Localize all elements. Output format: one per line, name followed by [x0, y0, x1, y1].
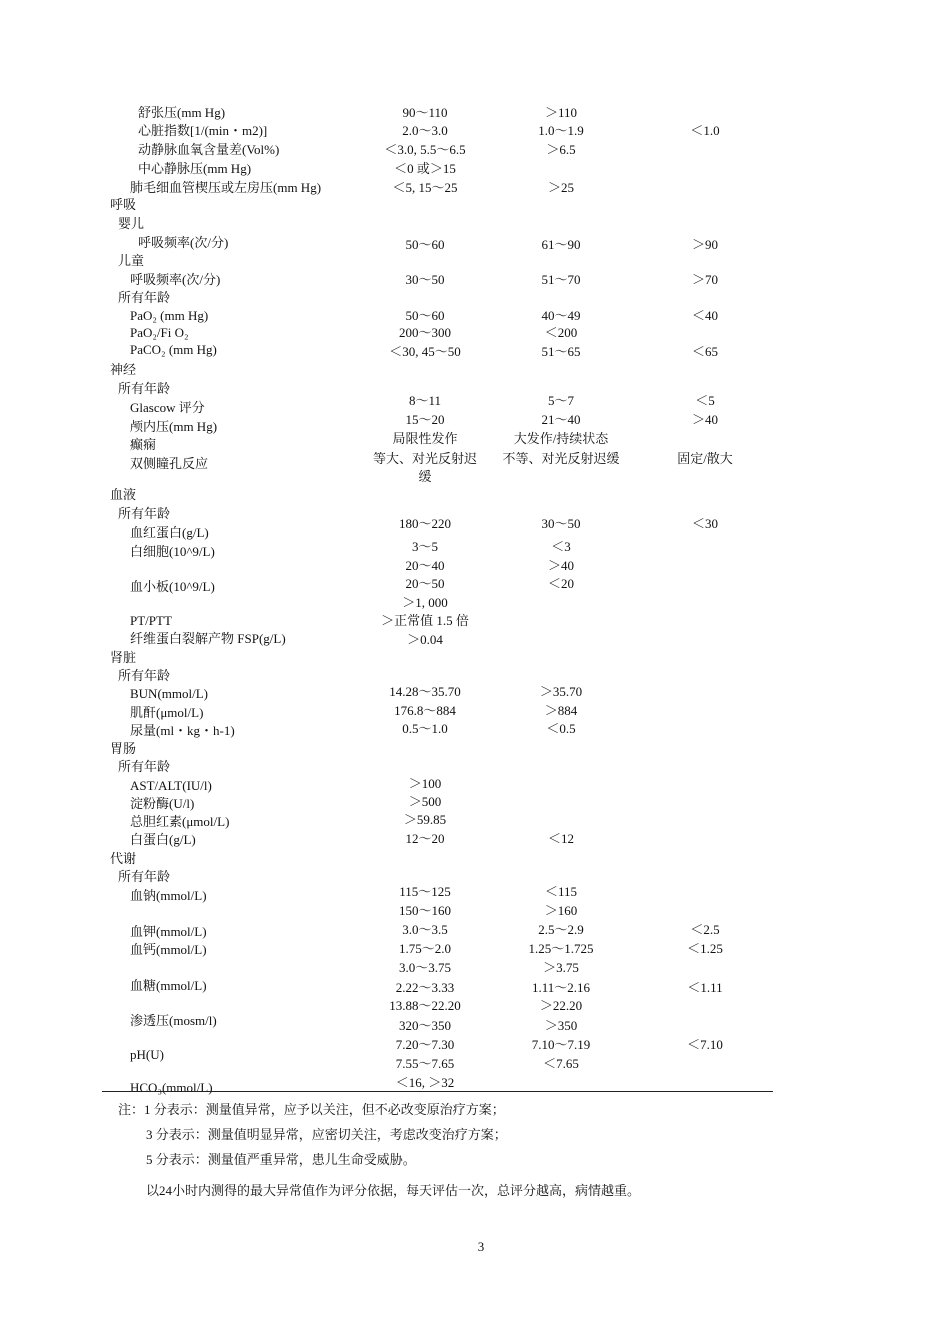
row-label: PaO₂ (mm Hg)	[130, 308, 209, 323]
row-label: 心脏指数[1/(min・m2)]	[138, 123, 268, 138]
row-label: 所有年龄	[118, 290, 171, 305]
score-5-value: ＜65	[691, 344, 719, 359]
score-3-value: ＞22.20	[539, 998, 583, 1013]
row-label: 儿童	[118, 253, 145, 268]
score-1-value: 20～40	[405, 558, 445, 573]
score-1-value: 30～50	[405, 272, 445, 287]
score-3-value: 51～65	[541, 344, 581, 359]
row-label: pH(U)	[130, 1047, 164, 1062]
score-3-value: 40～49	[541, 308, 581, 323]
score-1-value: ＞1, 000	[402, 595, 448, 610]
score-1-value: ＞正常值 1.5 倍	[381, 613, 469, 628]
row-label: 白蛋白(g/L)	[130, 832, 196, 847]
score-1-value: ＞59.85	[403, 812, 447, 827]
score-1-value: ＜30, 45～50	[389, 344, 461, 359]
row-label: PaCO₂ (mm Hg)	[130, 342, 217, 357]
page-number: 3	[477, 1239, 485, 1254]
score-1-value: ＞100	[408, 776, 442, 791]
score-1-value: ＜0 或＞15	[394, 161, 456, 176]
score-1-value: ＜16, ＞32	[395, 1075, 455, 1090]
score-1-value: 12～20	[405, 831, 445, 846]
row-label: 呼吸	[110, 197, 137, 212]
score-3-value: ＞25	[547, 180, 575, 195]
score-3-value: ＞40	[547, 558, 575, 573]
row-label: 渗透压(mosm/l)	[130, 1013, 217, 1028]
score-3-value: 21～40	[541, 412, 581, 427]
score-3-value: 5～7	[547, 393, 575, 408]
row-label: 血钾(mmol/L)	[130, 924, 207, 939]
row-label: 白细胞(10^9/L)	[130, 544, 215, 559]
score-3-value: 1.11～2.16	[531, 980, 591, 995]
score-1-value: ＜3.0, 5.5～6.5	[384, 142, 466, 157]
score-5-value: ＞70	[691, 272, 719, 287]
score-5-value: ＜7.10	[687, 1037, 723, 1052]
row-label: 所有年龄	[118, 668, 171, 683]
score-1-value: 3～5	[411, 539, 439, 554]
row-label: 血液	[110, 487, 137, 502]
row-label: 总胆红素(μmol/L)	[130, 814, 230, 829]
row-label: 血糖(mmol/L)	[130, 978, 207, 993]
score-1-value: 等大、对光反射迟	[372, 451, 478, 466]
score-5-value: ＜5	[695, 393, 715, 408]
score-3-value: ＜200	[544, 325, 578, 340]
row-label: 所有年龄	[118, 506, 171, 521]
score-1-value: 2.22～3.33	[395, 980, 455, 995]
row-label: HCO₃(mmol/L)	[130, 1080, 213, 1095]
note-line-2: 3 分表示：测量值明显异常，应密切关注，考虑改变治疗方案；	[146, 1127, 507, 1142]
row-label: 胃肠	[110, 741, 137, 756]
row-label: 血钠(mmol/L)	[130, 888, 207, 903]
score-1-value: 176.8～884	[394, 703, 456, 718]
row-label: 颅内压(mm Hg)	[130, 419, 218, 434]
row-label: 血钙(mmol/L)	[130, 942, 207, 957]
score-1-value: 14.28～35.70	[389, 684, 461, 699]
note-line-3: 5 分表示：测量值严重异常，患儿生命受威胁。	[146, 1152, 416, 1167]
score-1-value: 7.20～7.30	[395, 1037, 455, 1052]
score-3-value: ＜3	[551, 539, 571, 554]
score-1-value: 50～60	[405, 237, 445, 252]
row-label: 所有年龄	[118, 869, 171, 884]
row-label: 所有年龄	[118, 759, 171, 774]
score-1-value: 7.55～7.65	[395, 1056, 455, 1071]
row-label: 代谢	[110, 851, 137, 866]
score-3-value: 2.5～2.9	[538, 922, 584, 937]
score-1-value: 90～110	[402, 105, 448, 120]
score-5-value: ＜1.11	[687, 980, 723, 995]
score-1-value: 20～50	[405, 576, 445, 591]
score-5-value: ＞90	[691, 237, 719, 252]
score-3-value: ＜0.5	[546, 721, 576, 736]
score-3-value: ＞110	[544, 105, 578, 120]
score-1-value: 2.0～3.0	[402, 123, 448, 138]
row-label: PT/PTT	[130, 613, 172, 628]
score-3-value: ＞350	[544, 1018, 578, 1033]
score-1-value: ＞500	[408, 794, 442, 809]
row-label: 血红蛋白(g/L)	[130, 525, 209, 540]
note-line-4: 以24小时内测得的最大异常值作为评分依据，每天评估一次，总评分越高，病情越重。	[146, 1183, 641, 1198]
score-1-value: 15～20	[405, 412, 445, 427]
row-label: 动静脉血氧含量差(Vol%)	[138, 142, 280, 157]
score-1-value: 1.75～2.0	[398, 941, 452, 956]
row-label: 纤维蛋白裂解产物 FSP(g/L)	[130, 631, 286, 646]
score-3-value: 不等、对光反射迟缓	[502, 451, 620, 466]
row-label: 舒张压(mm Hg)	[138, 105, 226, 120]
score-3-value: 61～90	[541, 237, 581, 252]
score-3-value: ＞6.5	[546, 142, 576, 157]
score-5-value: ＜1.25	[687, 941, 723, 956]
row-label: 肾脏	[110, 650, 137, 665]
score-5-value: ＜40	[691, 308, 719, 323]
score-1-value: ＜5, 15～25	[392, 180, 458, 195]
score-1-value: 3.0～3.5	[402, 922, 448, 937]
score-3-value: 51～70	[541, 272, 581, 287]
score-3-value: ＞3.75	[543, 960, 579, 975]
score-1-value: 320～350	[398, 1018, 452, 1033]
row-label: AST/ALT(IU/l)	[130, 778, 212, 793]
score-1-value: 50～60	[405, 308, 445, 323]
score-1-value: ＞0.04	[407, 632, 443, 647]
score-1-value: 8～11	[408, 393, 442, 408]
score-3-value: ＞35.70	[539, 684, 583, 699]
score-5-value: ＜2.5	[690, 922, 720, 937]
row-label: PaO₂/Fi O₂	[130, 325, 189, 340]
score-1-value: 115～125	[399, 884, 451, 899]
score-1-value: 180～220	[398, 516, 452, 531]
row-label: 婴儿	[118, 216, 145, 231]
score-1-value: 13.88～22.20	[389, 998, 461, 1013]
score-3-value: 30～50	[541, 516, 581, 531]
score-1-value-continued: 缓	[418, 469, 432, 484]
row-label: 呼吸频率(次/分)	[130, 272, 221, 287]
row-label: 双侧瞳孔反应	[130, 456, 209, 471]
row-label: Glascow 评分	[130, 400, 205, 415]
row-label: 癫痫	[130, 437, 157, 452]
score-3-value: ＜12	[547, 831, 575, 846]
table-bottom-rule	[102, 1091, 773, 1092]
score-3-value: ＞884	[544, 703, 578, 718]
row-label: 血小板(10^9/L)	[130, 579, 215, 594]
row-label: 肌酐(μmol/L)	[130, 705, 204, 720]
note-line-1: 注：1 分表示：测量值异常，应予以关注，但不必改变原治疗方案；	[118, 1102, 505, 1117]
score-3-value: ＜7.65	[543, 1056, 579, 1071]
row-label: 神经	[110, 362, 137, 377]
score-1-value: 局限性发作	[392, 431, 458, 446]
score-1-value: 0.5～1.0	[402, 721, 448, 736]
row-label: 肺毛细血管楔压或左房压(mm Hg)	[130, 180, 322, 195]
score-1-value: 200～300	[398, 325, 452, 340]
score-3-value: 1.0～1.9	[538, 123, 584, 138]
score-1-value: 150～160	[398, 903, 452, 918]
row-label: 所有年龄	[118, 381, 171, 396]
row-label: 呼吸频率(次/分)	[138, 235, 229, 250]
score-3-value: 大发作/持续状态	[513, 431, 609, 446]
score-3-value: ＜20	[547, 576, 575, 591]
score-1-value: 3.0～3.75	[398, 960, 452, 975]
score-3-value: 7.10～7.19	[531, 1037, 591, 1052]
score-5-value: ＜30	[691, 516, 719, 531]
row-label: 淀粉酶(U/l)	[130, 796, 195, 811]
score-3-value: ＜115	[544, 884, 578, 899]
row-label: 尿量(ml・kg・h-1)	[130, 723, 235, 738]
score-5-value: ＜1.0	[690, 123, 720, 138]
row-label: BUN(mmol/L)	[130, 686, 208, 701]
score-5-value: 固定/散大	[677, 451, 733, 466]
score-3-value: ＞160	[544, 903, 578, 918]
row-label: 中心静脉压(mm Hg)	[138, 161, 252, 176]
score-3-value: 1.25～1.725	[528, 941, 594, 956]
score-5-value: ＞40	[691, 412, 719, 427]
